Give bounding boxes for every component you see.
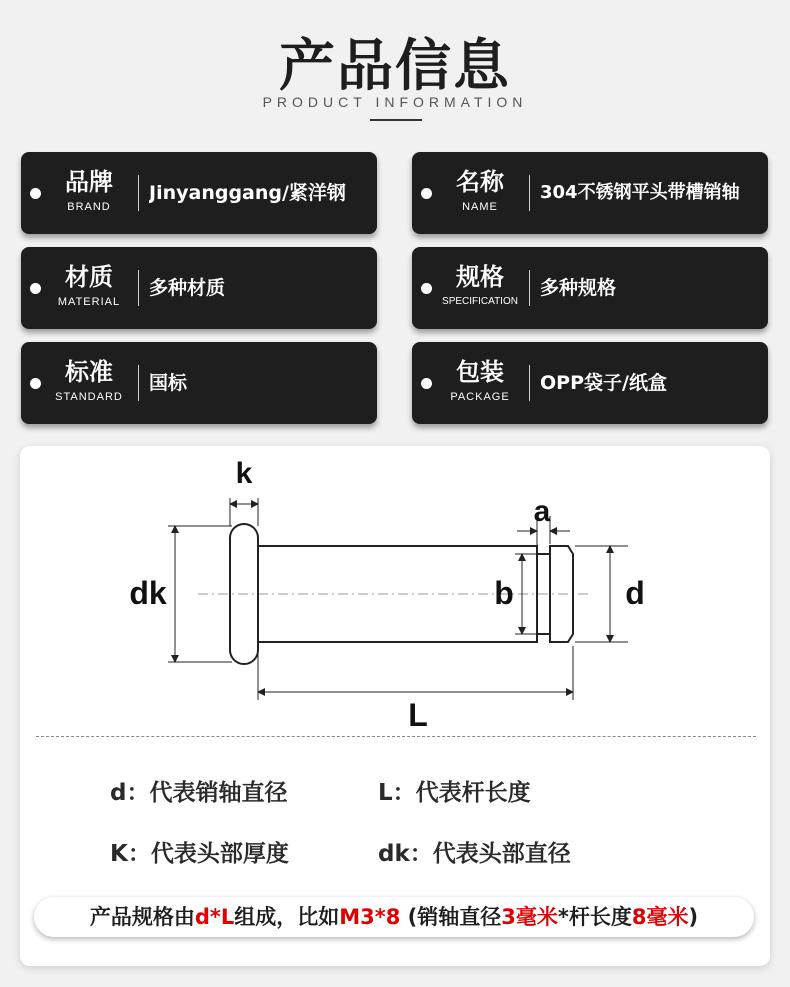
- spec-label-en: MATERIAL: [57, 296, 121, 308]
- bullet-dot-icon: [30, 188, 41, 199]
- spec-format-note: [34, 897, 754, 937]
- spec-divider: [138, 365, 139, 401]
- label-d: d: [625, 575, 645, 611]
- title-underline: [370, 119, 422, 121]
- note-highlight: d*L: [194, 905, 235, 929]
- label-L: L: [408, 697, 428, 733]
- spec-label-cn: 标准: [65, 358, 113, 386]
- spec-label-en: BRAND: [67, 201, 111, 213]
- label-dk: dk: [129, 575, 167, 611]
- spec-value: OPP袋子/纸盒: [540, 372, 667, 394]
- note-highlight: 8毫米: [631, 905, 689, 929]
- spec-label-cn: 规格: [456, 263, 504, 291]
- legend-d: d：代表销轴直径: [110, 780, 288, 806]
- bullet-dot-icon: [421, 378, 432, 389]
- note-highlight: 3毫米: [501, 905, 558, 929]
- dashed-separator: [36, 736, 756, 737]
- spec-label: [436, 166, 524, 214]
- bullet-dot-icon: [421, 188, 432, 199]
- spec-divider: [138, 175, 139, 211]
- spec-label-en: SPECIFICATION: [442, 296, 518, 307]
- spec-card-package: [412, 342, 768, 424]
- label-b: b: [494, 575, 514, 611]
- spec-divider: [138, 270, 139, 306]
- spec-label-cn: 品牌: [65, 168, 113, 196]
- spec-label: [45, 356, 133, 404]
- bullet-dot-icon: [421, 283, 432, 294]
- label-a: a: [533, 495, 551, 528]
- spec-divider: [529, 175, 530, 211]
- pin-drawing: [20, 446, 770, 736]
- spec-card-brand: [21, 152, 377, 234]
- spec-label: [436, 356, 524, 404]
- bullet-dot-icon: [30, 378, 41, 389]
- note-text: 产品规格由: [89, 905, 195, 929]
- legend-K: K：代表头部厚度: [110, 841, 289, 867]
- spec-label-cn: 包装: [456, 358, 504, 386]
- page-header: [0, 0, 790, 140]
- spec-label: [436, 261, 524, 309]
- note-text: 组成，比如: [234, 905, 340, 929]
- spec-card-specification: [412, 247, 768, 329]
- page-subtitle: PRODUCT INFORMATION: [262, 94, 528, 110]
- spec-value: 304不锈钢平头带槽销轴: [540, 182, 740, 203]
- spec-value: 多种材质: [149, 277, 226, 299]
- dimension-diagram-panel: [20, 446, 770, 966]
- note-highlight: M3*8: [339, 905, 401, 929]
- label-k: k: [235, 457, 253, 490]
- spec-card-standard: [21, 342, 377, 424]
- spec-card-material: [21, 247, 377, 329]
- spec-label-en: STANDARD: [55, 391, 123, 403]
- page-title: 产品信息: [279, 34, 511, 99]
- spec-card-name: [412, 152, 768, 234]
- spec-label-en: PACKAGE: [450, 391, 510, 403]
- legend-L: L：代表杆长度: [378, 780, 531, 806]
- note-text: (销轴直径: [400, 905, 502, 929]
- spec-value: Jinyanggang/紧洋钢: [149, 182, 346, 204]
- spec-value: 多种规格: [540, 277, 617, 299]
- spec-label: [45, 166, 133, 214]
- note-text: ): [688, 905, 699, 929]
- spec-label: [45, 261, 133, 309]
- spec-label-cn: 材质: [65, 263, 113, 291]
- spec-divider: [529, 270, 530, 306]
- spec-label-en: NAME: [462, 201, 498, 213]
- note-text: *杆长度: [557, 905, 632, 929]
- legend-dk: dk：代表头部直径: [378, 841, 571, 867]
- spec-divider: [529, 365, 530, 401]
- bullet-dot-icon: [30, 283, 41, 294]
- spec-value: 国标: [149, 372, 188, 394]
- spec-label-cn: 名称: [456, 168, 504, 196]
